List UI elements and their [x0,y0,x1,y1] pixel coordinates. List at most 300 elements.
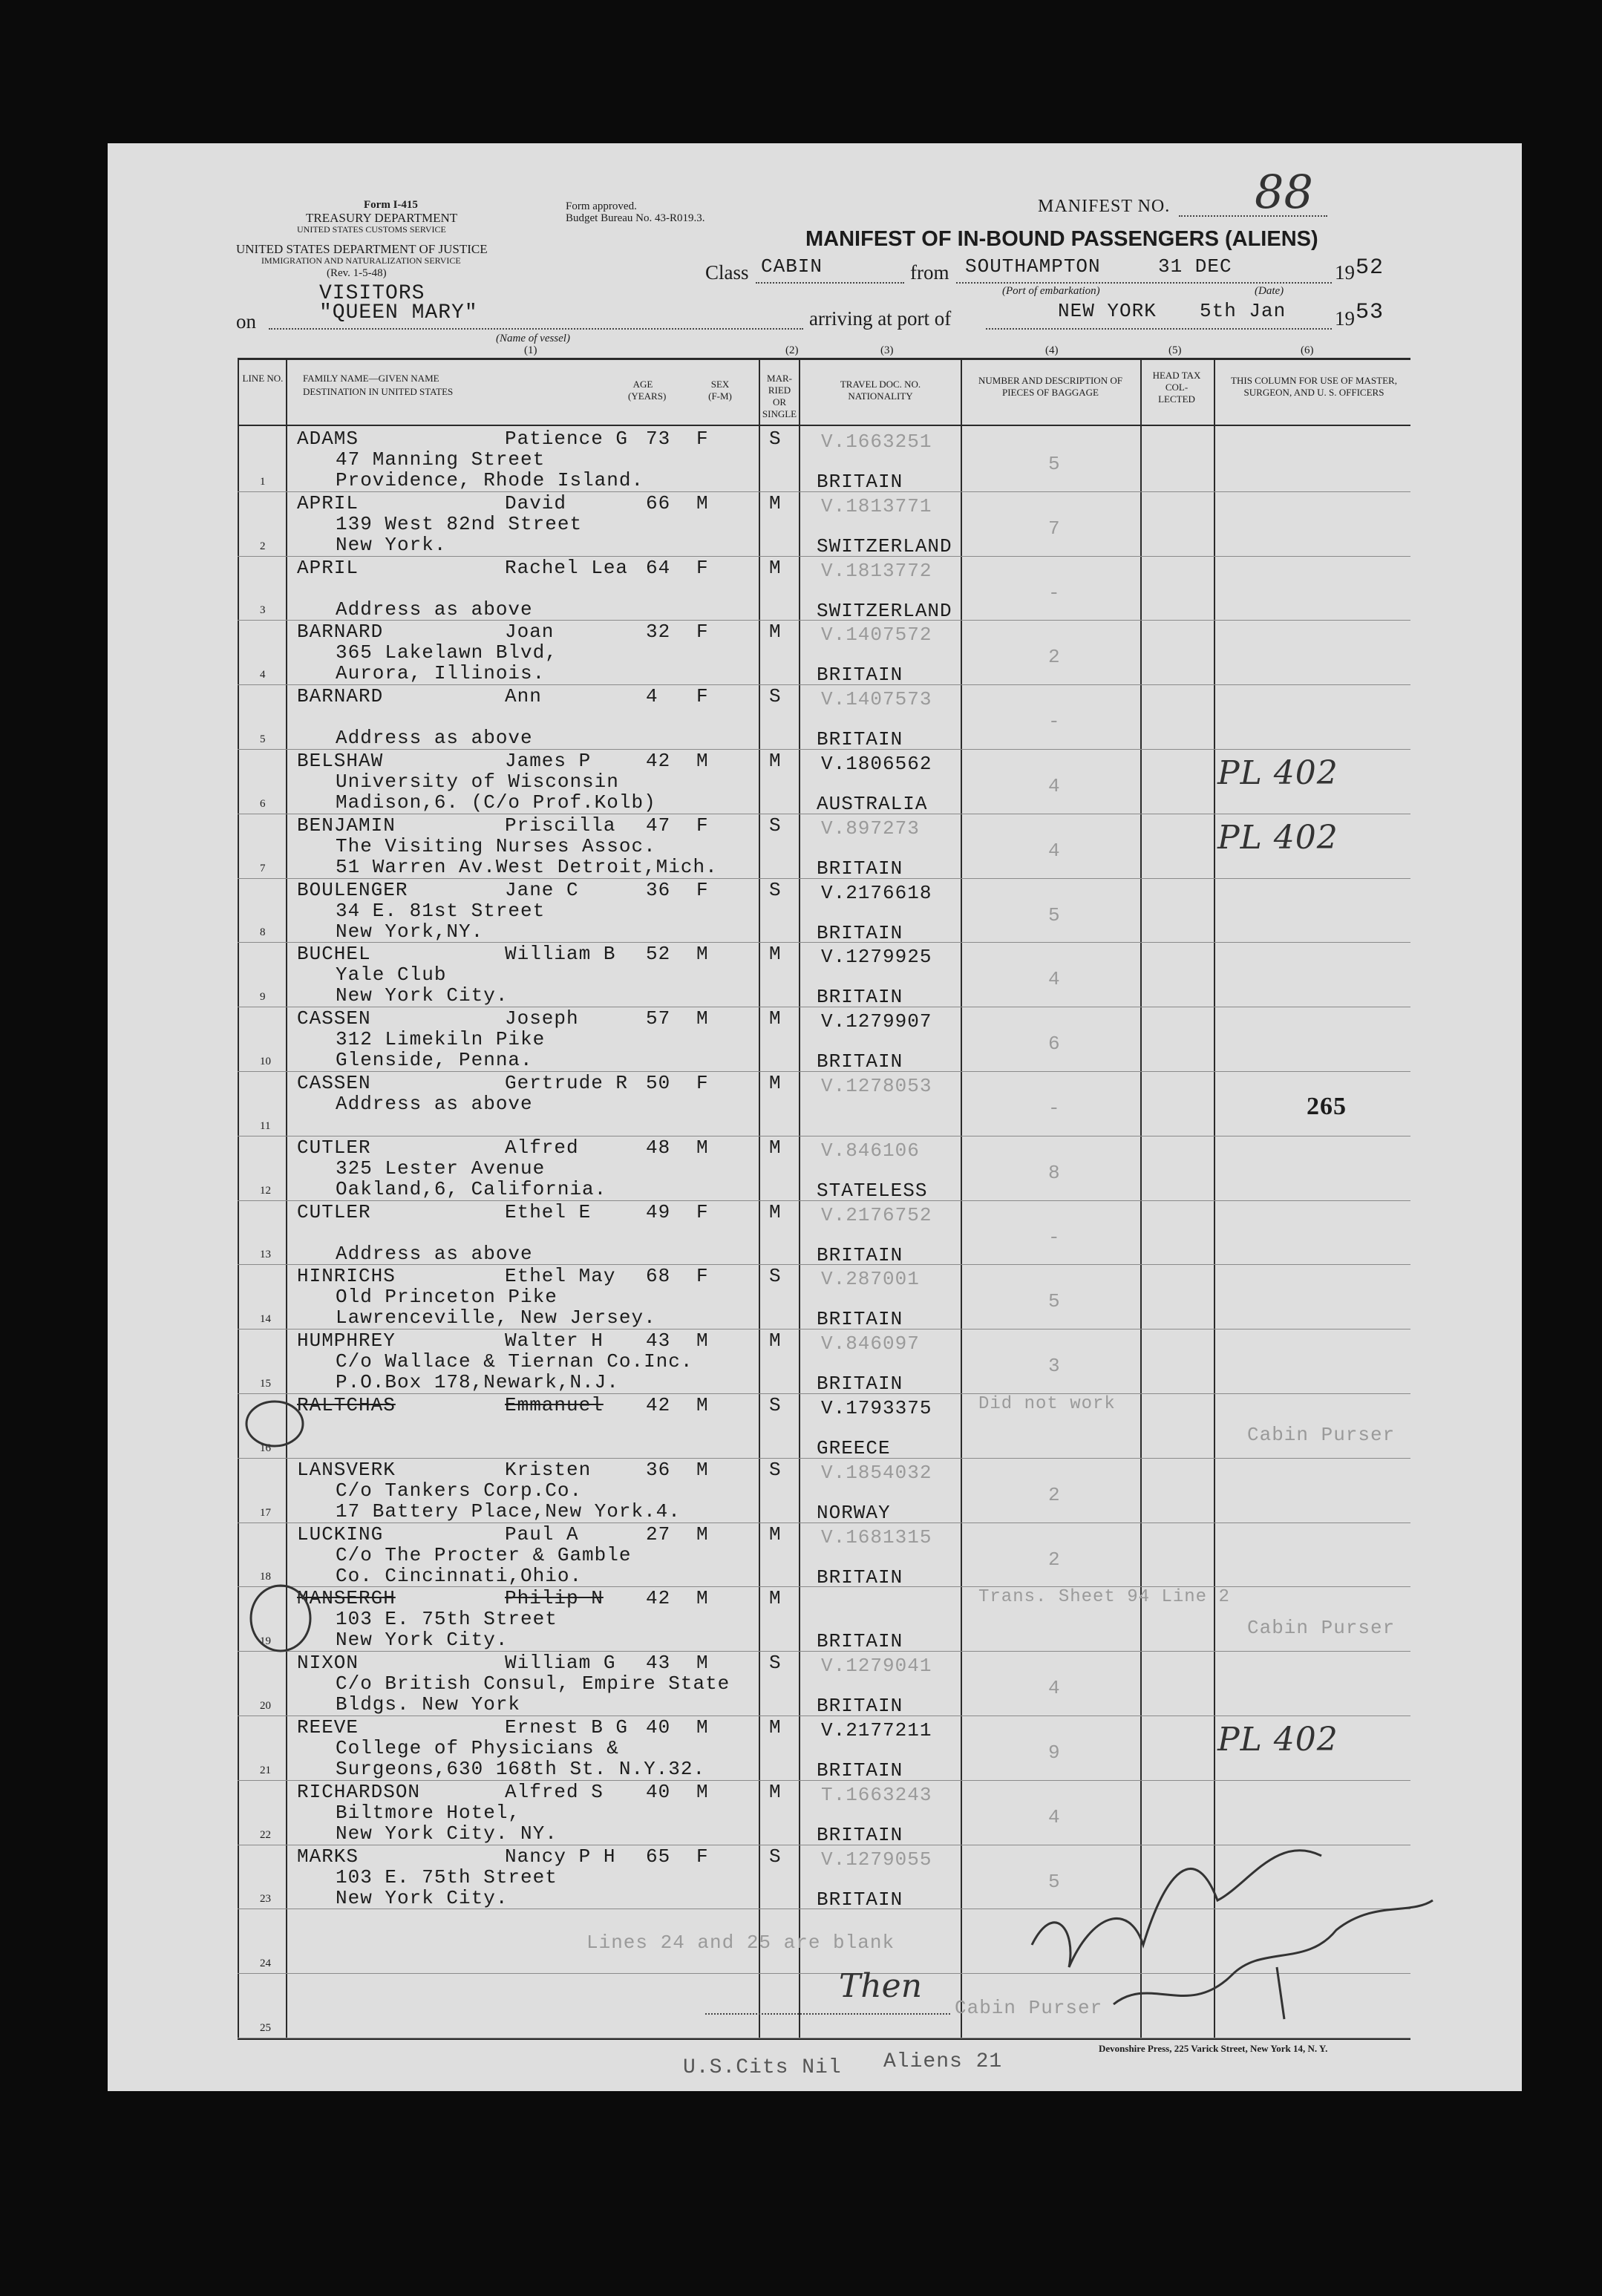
row-age: 50 [646,1072,671,1094]
row-surname: BELSHAW [297,750,384,772]
row-line-number: 17 [260,1506,271,1519]
row-given-name: David [505,491,567,514]
header-sex: SEX (F-M) [708,379,732,402]
row-sex: M [696,750,709,772]
row-address-line-2: Glenside, Penna. [336,1049,533,1072]
row-line-number: 5 [260,733,266,745]
row-travel-doc: V.1663251 [821,431,932,453]
arrival-port: NEW YORK [1058,300,1157,322]
row-baggage: - [1048,1226,1061,1249]
row-surname: APRIL [297,556,359,579]
row-line-number: 8 [260,926,266,939]
row-given-name: Paul A [505,1523,579,1546]
row-marital-status: M [769,1072,782,1094]
row-line-number: 7 [260,862,266,874]
row-line-number: 20 [260,1700,271,1712]
row-officer-note: PL 402 [1217,818,1338,857]
row-officer-note: Cabin Purser [1247,1617,1396,1640]
row-sex: F [696,1200,709,1223]
row-travel-doc: V.846106 [821,1139,920,1162]
row-travel-doc: V.897273 [821,817,920,840]
row-nationality: BRITAIN [817,1695,903,1718]
row-travel-doc: V.2177211 [821,1719,932,1741]
row-given-name: Joseph [505,1007,579,1030]
vessel-caption: (Name of vessel) [496,333,570,344]
row-sex: M [696,1587,709,1610]
row-travel-doc: V.1813772 [821,559,932,582]
row-given-name: Nancy P H [505,1845,616,1868]
form-revision: (Rev. 1-5-48) [327,267,387,279]
row-line-number: 4 [260,669,266,681]
row-age: 32 [646,621,671,644]
row-address-line-2: Address as above [336,1242,533,1265]
row-age: 43 [646,1329,671,1353]
row-baggage: 5 [1048,903,1061,926]
col-rule-use [1214,360,1215,2038]
row-nationality: BRITAIN [817,1759,903,1782]
row-age: 42 [646,750,671,772]
row-surname: NIXON [297,1652,359,1675]
row-line-number: 2 [260,540,266,552]
row-line-number: 21 [260,1764,271,1776]
col-rule-line [286,360,287,2038]
row-given-name: Priscilla [505,814,616,837]
row-marital-status: S [769,1652,782,1675]
row-baggage: - [1048,710,1061,733]
row-baggage: 2 [1048,1483,1061,1506]
row-address-line-2: New York City. [336,984,509,1007]
col-num-6: (6) [1301,344,1314,356]
purser-title: Cabin Purser [955,1997,1103,2019]
row-marital-status: M [769,1523,782,1546]
row-line-number: 18 [260,1571,271,1583]
row-travel-doc: V.287001 [821,1268,920,1291]
row-address-line-1: 325 Lester Avenue [336,1157,546,1180]
row-travel-doc: V.1806562 [821,753,932,775]
row-given-name: Ernest B G [505,1716,629,1739]
row-sex: F [696,556,709,579]
row-travel-doc: V.2176618 [821,881,932,904]
row-baggage: 5 [1048,1870,1061,1893]
row-sex: M [696,943,709,966]
row-surname: MARKS [297,1845,359,1868]
row-nationality: BRITAIN [817,857,903,880]
row-baggage: 4 [1048,775,1061,797]
row-age: 64 [646,556,671,579]
row-line-number: 23 [260,1893,271,1906]
row-sex: F [696,878,709,901]
row-line-number: 15 [260,1378,271,1390]
row-marital-status: S [769,428,782,450]
row-travel-doc: V.1407573 [821,688,932,711]
row-travel-doc: V.1278053 [821,1075,932,1097]
row-age: 40 [646,1716,671,1739]
row-baggage: 8 [1048,1161,1061,1184]
row-age: 48 [646,1136,671,1159]
row-marital-status: M [769,1716,782,1739]
row-nationality: BRITAIN [817,1630,903,1653]
row-travel-doc: V.1279925 [821,946,932,969]
row-line-number: 14 [260,1313,271,1326]
row-address-line-2: Lawrenceville, New Jersey. [336,1306,656,1329]
row-address-line-1: The Visiting Nurses Assoc. [336,834,656,857]
row-address-line-2: New York,NY. [336,920,484,943]
header-age: AGE (YEARS) [628,379,667,402]
row-line-number: 3 [260,604,266,617]
row-baggage: 4 [1048,1805,1061,1828]
row-baggage: 2 [1048,646,1061,669]
manifest-no-value: 88 [1255,165,1313,219]
row-given-name: Ann [505,685,542,708]
arrival-date: 5th Jan [1200,300,1286,322]
manifest-title: MANIFEST OF IN-BOUND PASSENGERS (ALIENS) [805,227,1318,251]
row-age: 68 [646,1265,671,1288]
visitors-label: VISITORS [319,282,425,305]
form-approved: Form approved. [566,200,637,212]
row-line-number: 22 [260,1828,271,1841]
row-age: 4 [646,685,658,708]
row-address-line-2: Address as above [336,598,533,621]
row-travel-doc: V.1793375 [821,1397,932,1419]
row-sex: F [696,814,709,837]
row-age: 42 [646,1587,671,1610]
arriving-label: arriving at port of [809,307,952,330]
row-travel-doc: V.1854032 [821,1461,932,1484]
row-age: 27 [646,1523,671,1546]
row-age: 42 [646,1394,671,1416]
row-address-line-1: C/o Tankers Corp.Co. [336,1479,583,1502]
row-line-number: 10 [260,1056,271,1067]
row-line-number: 13 [260,1249,271,1261]
row-nationality: BRITAIN [817,1566,903,1589]
from-port: SOUTHAMPTON [965,255,1101,278]
row-age: 66 [646,491,671,514]
row-nationality: BRITAIN [817,1373,903,1396]
row-nationality: BRITAIN [817,1050,903,1073]
row-surname: ADAMS [297,428,359,450]
row-sex: M [696,491,709,514]
row-address-line-2: 51 Warren Av.West Detroit,Mich. [336,855,718,878]
row-surname: CUTLER [297,1136,371,1159]
row-travel-doc: V.846097 [821,1332,920,1355]
row-address-line-1: 47 Manning Street [336,448,546,471]
row-address-line-1: C/o The Procter & Gamble [336,1543,632,1566]
arrival-line [986,328,1332,330]
row-line-number: 25 [260,2022,271,2034]
row-given-name: William B [505,943,616,966]
row-address-line-2: New York City. [336,1886,509,1909]
row-surname: BENJAMIN [297,814,396,837]
table-header-rule [238,425,1410,426]
row-marital-status: M [769,491,782,514]
row-sex: M [696,1780,709,1803]
col-rule-baggage [961,360,962,2038]
row-sex: F [696,1845,709,1868]
row-baggage: 9 [1048,1741,1061,1764]
row-baggage: 4 [1048,1677,1061,1700]
form-number: Form I-415 [364,199,418,211]
row-address-line-2: Aurora, Illinois. [336,662,546,685]
row-address-line-2: Providence, Rhode Island. [336,469,644,491]
table-left-rule [238,360,239,2038]
customs-service: UNITED STATES CUSTOMS SERVICE [297,224,446,235]
row-surname: RICHARDSON [297,1780,421,1803]
row-address-line-1: 139 West 82nd Street [336,512,583,535]
ins-service: IMMIGRATION AND NATURALIZATION SERVICE [261,255,461,266]
from-label: from [910,261,949,284]
row-age: 47 [646,814,671,837]
from-year: 52 [1356,255,1384,281]
row-address-line-1: 312 Limekiln Pike [336,1028,546,1051]
row-sex: M [696,1394,709,1416]
class-line [756,282,904,284]
row-travel-doc: V.1279041 [821,1655,932,1678]
col-rule-married [759,360,760,2038]
row-nationality: NORWAY [817,1501,891,1524]
row-nationality: AUSTRALIA [817,793,928,815]
row-age: 43 [646,1652,671,1675]
row-address-line-2: Co. Cincinnati,Ohio. [336,1564,583,1587]
col-num-3: (3) [880,344,894,356]
row-age: 36 [646,878,671,901]
row-officer-note: 265 [1307,1093,1347,1120]
from-year-prefix: 19 [1335,261,1355,284]
row-sex: F [696,1265,709,1288]
row-address-line-1: 103 E. 75th Street [336,1608,558,1631]
row-surname: BUCHEL [297,943,371,966]
row-address-line-2: Oakland,6, California. [336,1177,607,1200]
row-marital-status: M [769,556,782,579]
row-age: 49 [646,1200,671,1223]
row-nationality: GREECE [817,1437,891,1459]
us-citizens-count: U.S.Cits Nil [683,2056,842,2079]
row-line-number: 12 [260,1184,271,1197]
row-age: 73 [646,428,671,450]
row-marital-status: M [769,1136,782,1159]
row-line-number: 24 [260,1958,271,1970]
row-marital-status: S [769,814,782,837]
row-address-line-1: Yale Club [336,964,447,987]
row-baggage: 4 [1048,839,1061,862]
from-line [956,282,1332,284]
purser-signature: Then [839,1967,923,2005]
row-travel-doc: V.1279055 [821,1848,932,1871]
row-surname: HUMPHREY [297,1329,396,1353]
row-surname: LUCKING [297,1523,384,1546]
header-married: MAR-RIED OR SINGLE [762,373,797,419]
row-nationality: BRITAIN [817,1308,903,1331]
row-address-line-1: 103 E. 75th Street [336,1865,558,1888]
aliens-count: Aliens 21 [883,2050,1003,2073]
class-value: CABIN [761,255,823,278]
row-sex: M [696,1652,709,1675]
row-baggage: 4 [1048,968,1061,991]
row-marital-status: M [769,750,782,772]
row-given-name: Emmanuel [505,1394,604,1416]
row-address-line-1: Old Princeton Pike [336,1286,558,1309]
arrival-year-prefix: 19 [1335,307,1355,330]
row-baggage: 5 [1048,1290,1061,1313]
manifest-no-label: MANIFEST NO. [1038,197,1171,216]
row-marital-status: M [769,1200,782,1223]
header-baggage: NUMBER AND DESCRIPTION OF PIECES OF BAGGAGE [978,375,1122,398]
row-marital-status: M [769,1007,782,1030]
row-given-name: Alfred [505,1136,579,1159]
row-travel-doc: V.1407572 [821,624,932,647]
row-line-number: 9 [260,991,266,1004]
row-marital-status: M [769,621,782,644]
row-baggage: Did not work [978,1394,1116,1414]
header-officers: THIS COLUMN FOR USE OF MASTER, SURGEON, AND U. S. OFFICERS [1231,375,1397,398]
row-address-line-1: C/o British Consul, Empire State [336,1672,730,1695]
row-nationality: BRITAIN [817,664,903,687]
row-surname: APRIL [297,491,359,514]
row-address-line-2: Madison,6. (C/o Prof.Kolb) [336,791,656,814]
class-label: Class [705,261,749,284]
row-age: 40 [646,1780,671,1803]
row-baggage: 3 [1048,1355,1061,1378]
row-marital-status: M [769,1780,782,1803]
row-nationality: BRITAIN [817,921,903,944]
row-nationality: BRITAIN [817,1888,903,1911]
row-baggage: - [1048,1097,1061,1119]
row-nationality: BRITAIN [817,1243,903,1266]
row-nationality: BRITAIN [817,986,903,1009]
row-officer-note: Cabin Purser [1247,1424,1396,1446]
header-destination: DESTINATION IN UNITED STATES [303,386,454,397]
row-given-name: William G [505,1652,616,1675]
row-address-line-1: University of Wisconsin [336,771,619,793]
row-address-line-1: 34 E. 81st Street [336,899,546,922]
row-address-line-1: C/o Wallace & Tiernan Co.Inc. [336,1350,693,1373]
row-baggage: - [1048,581,1061,604]
row-surname: LANSVERK [297,1458,396,1481]
purser-line [705,2013,950,2015]
row-travel-doc: V.1813771 [821,494,932,517]
col-num-4: (4) [1045,344,1059,356]
row-address-line-1: Biltmore Hotel, [336,1801,521,1824]
col-rule-tax [1140,360,1142,2038]
row-address-line-2: 17 Battery Place,New York.4. [336,1499,681,1523]
row-given-name: Ethel E [505,1200,592,1223]
row-address-line-1: 365 Lakelawn Blvd, [336,641,558,664]
row-given-name: Gertrude R [505,1072,629,1094]
row-sex: M [696,1458,709,1481]
row-travel-doc: V.1279907 [821,1010,932,1033]
row-travel-doc: V.1681315 [821,1525,932,1548]
row-sex: M [696,1136,709,1159]
row-given-name: Philip N [505,1587,604,1610]
row-sex: M [696,1523,709,1546]
row-age: 57 [646,1007,671,1030]
row-given-name: Patience G [505,428,629,450]
row-sex: F [696,1072,709,1094]
row-marital-status: S [769,685,782,708]
row-address-line-2: Address as above [336,727,533,750]
row-baggage: Trans. Sheet 94 Line 2 [978,1587,1230,1608]
header-head-tax: HEAD TAX COL-LECTED [1152,370,1201,405]
row-marital-status: S [769,1458,782,1481]
row-given-name: Ethel May [505,1265,616,1288]
vessel-line [269,328,803,330]
row-address-line-2: New York City. NY. [336,1822,558,1845]
row-address-line-2: Surgeons,630 168th St. N.Y.32. [336,1758,706,1780]
col-rule-travel [799,360,800,2038]
row-line-number: 19 [260,1635,271,1648]
treasury-dept: TREASURY DEPARTMENT [306,211,458,225]
row-officer-note: PL 402 [1217,1721,1338,1759]
row-line-number: 16 [260,1442,271,1454]
row-marital-status: S [769,1845,782,1868]
budget-bureau: Budget Bureau No. 43-R019.3. [566,212,705,224]
row-marital-status: M [769,1587,782,1610]
row-nationality: STATELESS [817,1179,928,1202]
row-surname: BOULENGER [297,878,408,901]
row-given-name: Jane C [505,878,579,901]
row-surname: MANSERGH [297,1587,396,1610]
row-sex: M [696,1329,709,1353]
row-surname: REEVE [297,1716,359,1739]
row-surname: BARNARD [297,621,384,644]
row-line-number: 6 [260,797,266,810]
table-bottom-rule [238,2038,1410,2040]
row-given-name: Rachel Lea [505,556,629,579]
row-nationality: SWITZERLAND [817,534,952,557]
header-name: FAMILY NAME—GIVEN NAME [303,373,439,384]
row-nationality: BRITAIN [817,471,903,493]
col-num-2: (2) [785,344,799,356]
row-sex: F [696,685,709,708]
row-marital-status: S [769,1394,782,1416]
justice-dept: UNITED STATES DEPARTMENT OF JUSTICE [236,242,488,256]
row-nationality: SWITZERLAND [817,599,952,622]
row-surname: CUTLER [297,1200,371,1223]
row-nationality: BRITAIN [817,1823,903,1846]
row-address-line-2: New York. [336,533,447,556]
row-divider [238,1973,1410,1974]
printer-imprint: Devonshire Press, 225 Varick Street, New York 14, N. Y. [1099,2043,1328,2054]
row-marital-status: M [769,943,782,966]
row-line-number: 1 [260,475,266,488]
row-age: 52 [646,943,671,966]
row-surname: CASSEN [297,1072,371,1094]
header-line-no: LINE NO. [242,373,284,384]
row-given-name: Joan [505,621,555,644]
vessel-name: "QUEEN MARY" [319,301,478,324]
row-nationality: BRITAIN [817,728,903,751]
row-given-name: Kristen [505,1458,592,1481]
row-given-name: James P [505,750,592,772]
row-address-line-2: P.O.Box 178,Newark,N.J. [336,1371,619,1394]
row-baggage: 7 [1048,517,1061,540]
header-travel-doc: TRAVEL DOC. NO. NATIONALITY [840,379,921,402]
row-surname: HINRICHS [297,1265,396,1288]
row-address-line-1: College of Physicians & [336,1737,619,1759]
row-surname: CASSEN [297,1007,371,1030]
row-sex: M [696,1007,709,1030]
row-given-name: Walter H [505,1329,604,1353]
date-caption: (Date) [1255,285,1284,297]
arrival-year: 53 [1356,300,1384,325]
row-sex: M [696,1716,709,1739]
row-address-line-2: New York City. [336,1629,509,1652]
row-age: 36 [646,1458,671,1481]
row-travel-doc: V.2176752 [821,1203,932,1226]
embark-caption: (Port of embarkation) [1002,285,1100,297]
row-marital-status: M [769,1329,782,1353]
row-baggage: 5 [1048,453,1061,475]
row-sex: F [696,621,709,644]
